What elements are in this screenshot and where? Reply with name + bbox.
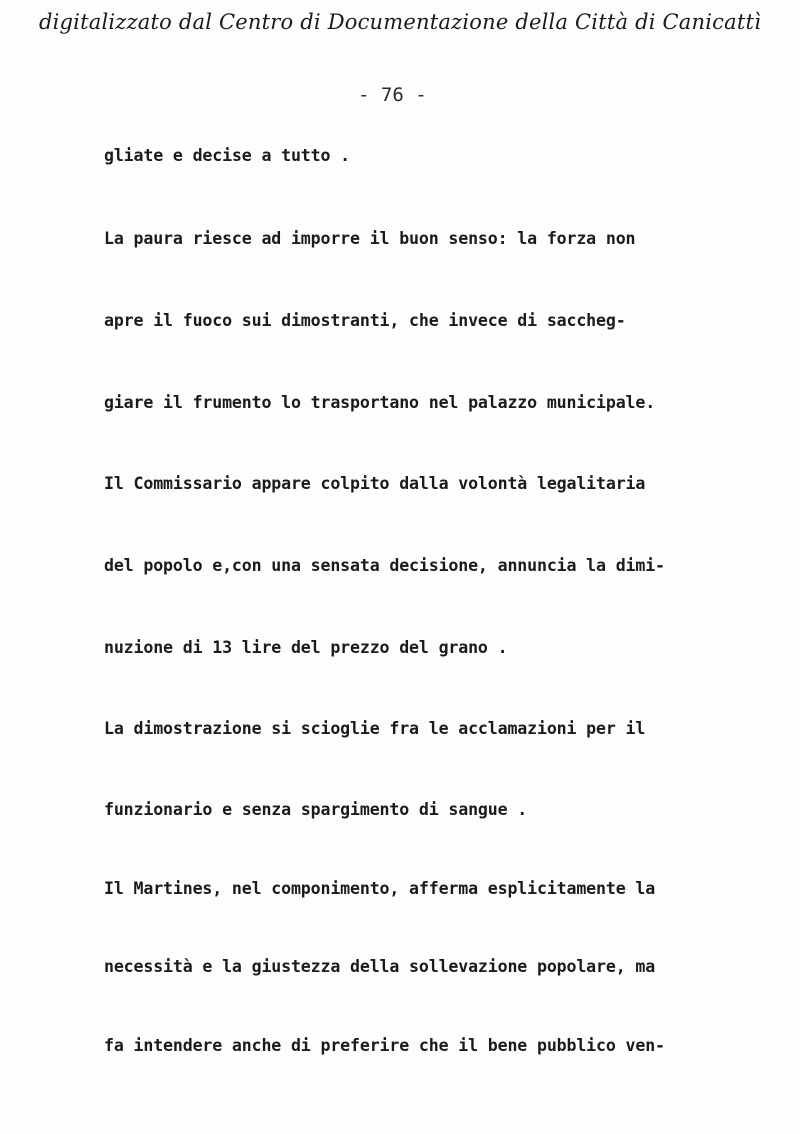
text-line: Il Martines, nel componimento, afferma esplicitamente la	[104, 879, 656, 898]
text-line: del popolo e,con una sensata decisione, annuncia la dimi-	[104, 556, 665, 575]
text-line: funzionario e senza spargimento di sangue .	[104, 800, 528, 819]
text-line: apre il fuoco sui dimostranti, che invece di saccheg-	[104, 311, 626, 330]
text-line: giare il frumento lo trasportano nel palazzo municipale.	[104, 393, 656, 412]
text-line: necessità e la giustezza della sollevazione popolare, ma	[104, 957, 656, 976]
page-number: - 76 -	[358, 84, 427, 106]
digitization-note: digitalizzato dal Centro di Documentazione della Città di Canicattì	[38, 10, 762, 34]
text-line: nuzione di 13 lire del prezzo del grano .	[104, 638, 508, 657]
text-line: La dimostrazione si scioglie fra le acclamazioni per il	[104, 719, 646, 738]
text-line: gliate e decise a tutto .	[104, 146, 351, 165]
text-line: fa intendere anche di preferire che il bene pubblico ven-	[104, 1036, 665, 1055]
text-line: Il Commissario appare colpito dalla volontà legalitaria	[104, 474, 646, 493]
text-line: La paura riesce ad imporre il buon senso: la forza non	[104, 229, 636, 248]
